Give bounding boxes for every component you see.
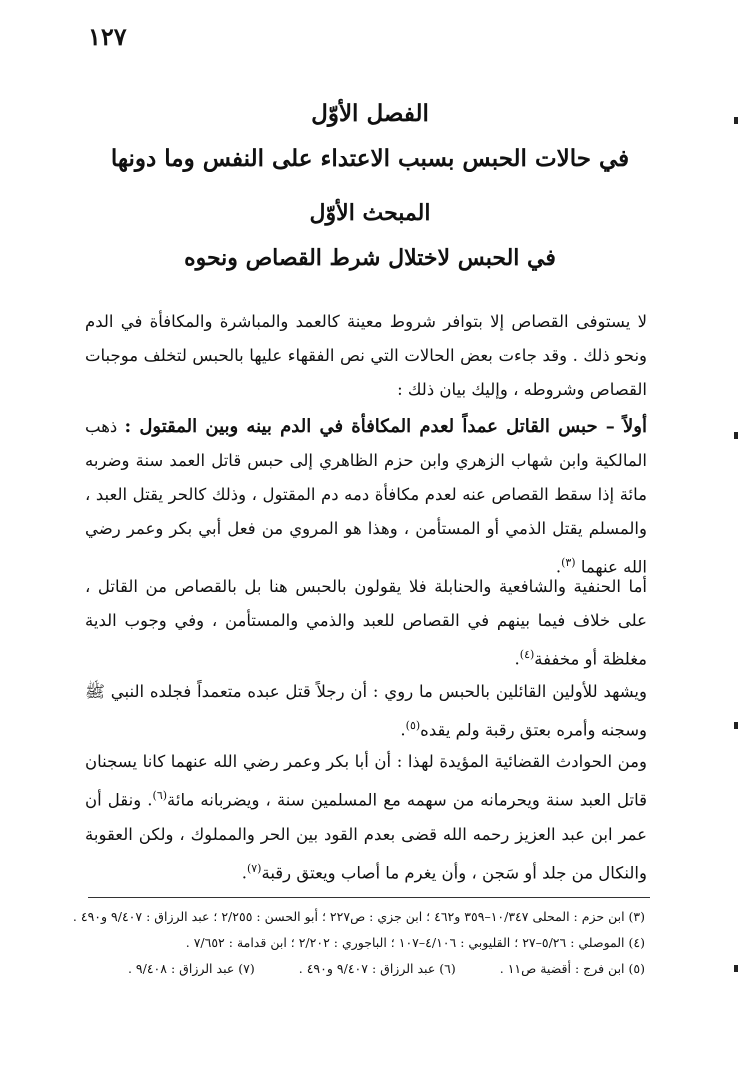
section-subtitle: في الحبس لاختلال شرط القصاص ونحوه	[184, 245, 556, 271]
footnotes	[72, 904, 645, 982]
page-number: ١٢٧	[88, 22, 127, 51]
evidence-paragraph: ويشهد للأولين القائلين بالحبس ما روي : أن رجلاً قتل عبده متعمداً فجلده النبي ﷺ وسجنه وأمره بعتق رقبة ولم يقده$^{(٥)}$.	[85, 682, 647, 740]
footnote-3: (٣) ابن حزم : المحلى ١٠/٣٤٧–٣٥٩ و٤٦٢ ؛ ابن جزي : ص٢٢٧ ؛ أبو الحسن : ٢/٢٥٥ ؛ عبد الرزاق : ٩/٤٠٧ و٤٩٠ .	[72, 909, 645, 924]
hanafi-paragraph: أما الحنفية والشافعية والحنابلة فلا يقولون بالحبس هنا بل بالقصاص من القاتل ، على خلاف فيما بينهم في القصاص للعبد والذمي والمستأمن ، وفي وجوب الدية مغلظة أو مخففة$^{(٤)}$.	[85, 577, 647, 669]
footnote-divider	[88, 897, 650, 898]
footnote-ref-3: (٣)	[561, 556, 576, 569]
first-case-text: ذهب المالكية وابن شهاب الزهري وابن حزم الظاهري إلى حبس قاتل العمد سنة وضربه مائة إذا سقط القصاص عنه لعدم مكافأة دمه دم المقتول ، وذلك كالحر يقتل العبد ، والمسلم يقتل الذمي أو المستأمن ، وهذا هو المروي من فعل أبي بكر وعمر رضي الله عنهما	[85, 417, 647, 577]
cases-text: ومن الحوادث القضائية المؤيدة لهذا : أن أبا بكر وعمر رضي الله عنهما كانا يسجنان قاتل العبد سنة ويحرمانه من سهمه مع المسلمين سنة ، ويضربانه مائة	[85, 752, 648, 810]
first-case-heading: أولاً – حبس القاتل عمداً لعدم المكافأة في الدم بينه وبين المقتول :	[124, 416, 647, 437]
intro-paragraph: لا يستوفى القصاص إلا بتوافر شروط معينة كالعمد والمباشرة والمكافأة في الدم ونحو ذلك . وقد جاءت بعض الحالات التي نص الفقهاء عليها بالحبس لتخلف موجبات القصاص وشروطه ، وإليك بيان ذلك :	[85, 312, 647, 399]
margin-mark	[734, 722, 738, 729]
section-title: المبحث الأوّل	[309, 200, 431, 226]
margin-mark	[734, 117, 738, 124]
cases-continuation: . ونقل أن عمر ابن عبد العزيز رحمه الله قضى بعدم القود بين الحر والمملوك ، ولكن العقوبة والنكال من جلد أو سَجن ، وأن يغرم ما أصاب ويعتق رقبة	[85, 790, 647, 882]
footnote-6: (٦) عبد الرزاق : ٩/٤٠٧ و٤٩٠ .	[298, 961, 456, 976]
footnote-ref-5: (٥)	[405, 719, 421, 732]
chapter-subtitle: في حالات الحبس بسبب الاعتداء على النفس وما دونها	[110, 145, 630, 172]
cases-paragraph: ومن الحوادث القضائية المؤيدة لهذا : أن أبا بكر وعمر رضي الله عنهما كانا يسجنان قاتل العبد سنة ويحرمانه من سهمه مع المسلمين سنة ، ويضربانه مائة$^{(٦)}$. ونقل أن عمر ابن عبد العزيز رحمه الله قضى بعدم القود بين الحر والمملوك ، ولكن العقوبة والنكال من جلد أو سَجن ، وأن يغرم ما أصاب ويعتق رقبة$^{(٧)}$.	[85, 752, 648, 882]
footnote-row-5-7	[85, 956, 645, 982]
hanafi-text: أما الحنفية والشافعية والحنابلة فلا يقولون بالحبس هنا بل بالقصاص من القاتل ، على خلاف فيما بينهم في القصاص للعبد والذمي والمستأمن ، وفي وجوب الدية مغلظة أو مخففة	[85, 577, 647, 669]
margin-mark	[734, 432, 738, 439]
evidence-text: ويشهد للأولين القائلين بالحبس ما روي : أن رجلاً قتل عبده متعمداً فجلده النبي ﷺ وسجنه وأمره بعتق رقبة ولم يقده	[85, 682, 647, 740]
footnote-ref-7: (٧)	[246, 861, 262, 875]
footnote-4: (٤) الموصلي : ٥/٢٦–٢٧ ؛ القليوبي : ٤/١٠٦–١٠٧ ؛ الباجوري : ٢/٢٠٢ ؛ ابن قدامة : ٧/٦٥٢ .	[185, 935, 645, 950]
first-case-paragraph: أولاً – حبس القاتل عمداً لعدم المكافأة في الدم بينه وبين المقتول : ذهب المالكية وابن شهاب الزهري وابن حزم الظاهري إلى حبس قاتل العمد سنة وضربه مائة إذا سقط القصاص عنه لعدم مكافأة دمه دم المقتول ، وذلك كالحر يقتل العبد ، والمسلم يقتل الذمي أو المستأمن ، وهذا هو المروي من فعل أبي بكر وعمر رضي الله عنهما $^{(٣)}$.	[85, 416, 647, 577]
footnote-5: (٥) ابن فرج : أقضية ص١١ .	[499, 961, 645, 976]
chapter-title: الفصل الأوّل	[311, 100, 429, 127]
footnote-ref-4: (٤)	[519, 648, 535, 661]
footnote-7: (٧) عبد الرزاق : ٩/٤٠٨ .	[127, 961, 255, 976]
footnote-ref-6: (٦)	[152, 789, 168, 802]
margin-mark	[734, 965, 738, 972]
